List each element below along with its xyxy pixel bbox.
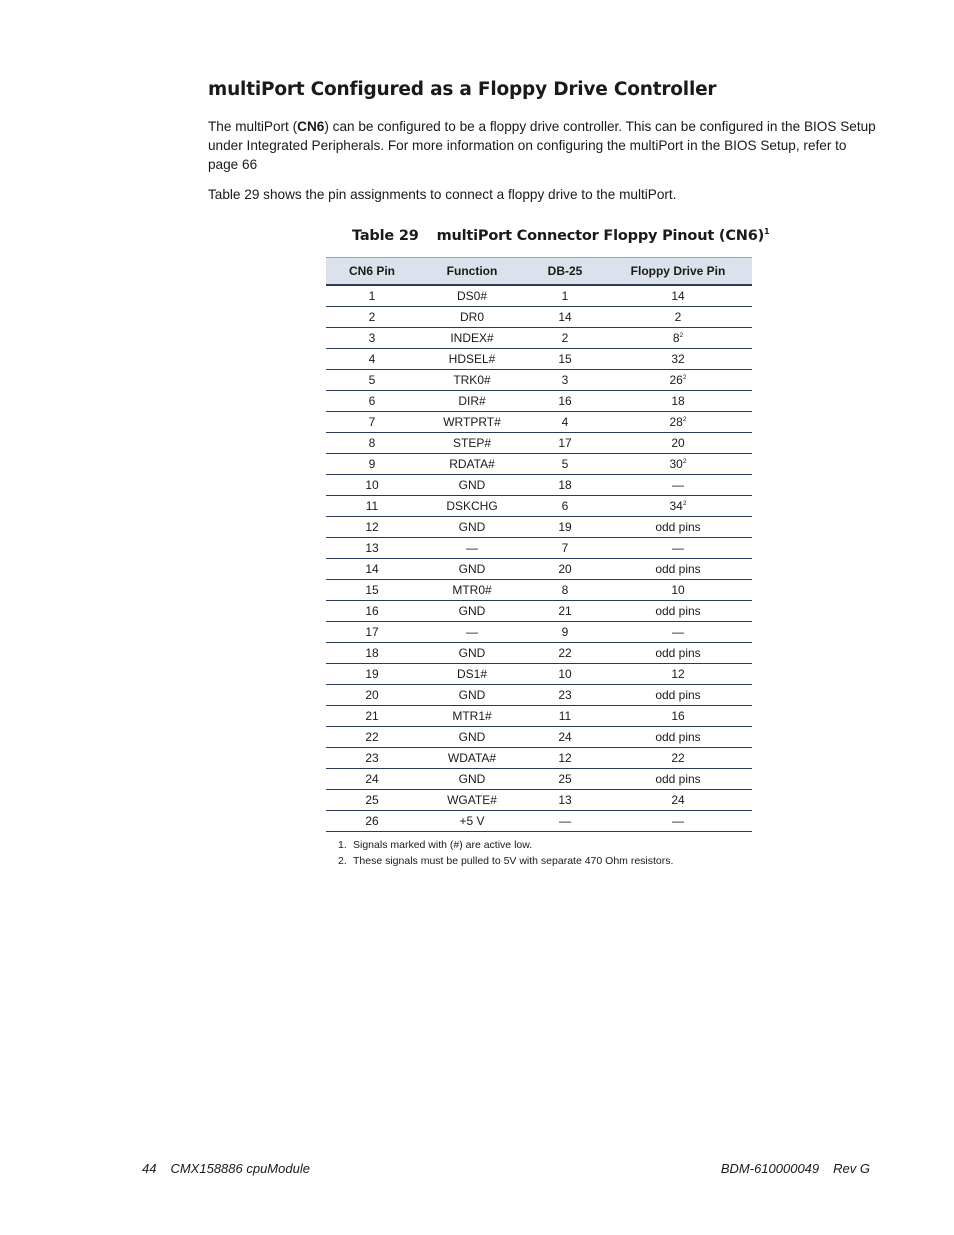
cell-function-value: INDEX# — [450, 331, 494, 345]
cell-floppy-drive-pin — [604, 685, 752, 706]
cell-floppy-drive-pin — [604, 748, 752, 769]
cell-function-value: DS0# — [456, 289, 488, 303]
cell-function-value: — — [466, 625, 478, 639]
cell-db25 — [526, 664, 604, 685]
cell-floppy-drive-pin-value: 24 — [671, 793, 685, 807]
cell-floppy-drive-pin — [604, 517, 752, 538]
cell-function — [418, 643, 526, 664]
cell-floppy-drive-pin-value: 30 — [669, 457, 683, 471]
cell-floppy-drive-pin — [604, 706, 752, 727]
cell-db25-value: 25 — [558, 772, 572, 786]
cell-function — [418, 748, 526, 769]
cell-cn6-pin-value: 23 — [365, 751, 379, 765]
cell-db25-value: 20 — [558, 562, 572, 576]
cell-function — [418, 664, 526, 685]
cell-function-value: GND — [458, 772, 486, 786]
cell-function-value: DIR# — [458, 394, 486, 408]
table-row — [326, 349, 752, 370]
cell-floppy-drive-pin — [604, 538, 752, 559]
cell-function — [418, 349, 526, 370]
cell-db25 — [526, 811, 604, 832]
cell-floppy-drive-pin — [604, 643, 752, 664]
table-row — [326, 811, 752, 832]
cell-cn6-pin — [326, 790, 418, 811]
cell-function — [418, 370, 526, 391]
cell-floppy-drive-pin — [604, 496, 752, 517]
table-row — [326, 622, 752, 643]
cell-cn6-pin — [326, 769, 418, 790]
table-row — [326, 307, 752, 328]
cell-function-value: GND — [458, 478, 486, 492]
cell-floppy-drive-pin-value: 10 — [671, 583, 685, 597]
footnotes — [338, 837, 673, 869]
table-row — [326, 790, 752, 811]
table-row — [326, 727, 752, 748]
table-caption — [352, 227, 769, 244]
cell-db25-value: 7 — [561, 541, 569, 555]
cell-floppy-drive-pin-value: — — [672, 625, 684, 639]
table-row — [326, 769, 752, 790]
cell-db25 — [526, 307, 604, 328]
footnote-mark: 2 — [682, 374, 687, 381]
cell-db25 — [526, 706, 604, 727]
cell-cn6-pin-value: 17 — [365, 625, 379, 639]
table-reference-paragraph: Table 29 shows the pin assignments to connect a floppy drive to the multiPort. — [208, 187, 677, 202]
table-row — [326, 517, 752, 538]
cell-function-value: +5 V — [459, 814, 485, 828]
cell-cn6-pin-value: 21 — [365, 709, 379, 723]
cell-db25 — [526, 601, 604, 622]
cell-function-value: GND — [458, 604, 486, 618]
cell-db25-value: 14 — [558, 310, 572, 324]
cell-floppy-drive-pin-value: odd pins — [655, 772, 701, 786]
cell-floppy-drive-pin — [604, 349, 752, 370]
cell-cn6-pin-value: 24 — [365, 772, 379, 786]
cell-function — [418, 790, 526, 811]
cell-floppy-drive-pin — [604, 769, 752, 790]
cell-db25 — [526, 328, 604, 349]
cell-cn6-pin-value: 22 — [365, 730, 379, 744]
footnote-text: These signals must be pulled to 5V with separate 470 Ohm resistors. — [353, 855, 674, 867]
revision: Rev G — [833, 1161, 870, 1176]
cell-db25 — [526, 790, 604, 811]
cell-function-value: HDSEL# — [448, 352, 496, 366]
cell-db25 — [526, 748, 604, 769]
cell-cn6-pin — [326, 433, 418, 454]
cell-db25-value: 13 — [558, 793, 572, 807]
cell-db25 — [526, 391, 604, 412]
cell-floppy-drive-pin-value: 20 — [671, 436, 685, 450]
cell-cn6-pin-value: 26 — [365, 814, 379, 828]
cell-function — [418, 412, 526, 433]
cell-cn6-pin-value: 13 — [365, 541, 379, 555]
cell-floppy-drive-pin-value: odd pins — [655, 730, 701, 744]
cell-function — [418, 285, 526, 307]
cell-db25 — [526, 517, 604, 538]
cell-cn6-pin-value: 6 — [368, 394, 376, 408]
cell-cn6-pin-value: 15 — [365, 583, 379, 597]
cell-function — [418, 685, 526, 706]
cell-cn6-pin — [326, 643, 418, 664]
cell-function — [418, 601, 526, 622]
cell-function — [418, 811, 526, 832]
cell-db25-value: 1 — [561, 289, 569, 303]
cell-cn6-pin — [326, 391, 418, 412]
cell-cn6-pin — [326, 307, 418, 328]
cell-db25-value: 16 — [558, 394, 572, 408]
cell-db25 — [526, 685, 604, 706]
cell-cn6-pin — [326, 727, 418, 748]
footer-right — [721, 1161, 870, 1176]
table-row — [326, 664, 752, 685]
cell-db25 — [526, 496, 604, 517]
cell-function — [418, 538, 526, 559]
intro-paragraph — [208, 117, 876, 174]
cell-function-value: GND — [458, 688, 486, 702]
cell-db25-value: 2 — [561, 331, 569, 345]
cell-floppy-drive-pin-value: 26 — [669, 373, 683, 387]
cell-cn6-pin — [326, 454, 418, 475]
cell-function-value: WDATA# — [447, 751, 497, 765]
cell-function — [418, 475, 526, 496]
cell-floppy-drive-pin — [604, 811, 752, 832]
cell-floppy-drive-pin — [604, 790, 752, 811]
cell-floppy-drive-pin — [604, 285, 752, 307]
cell-function-value: MTR1# — [452, 709, 492, 723]
connector-name: CN6 — [297, 119, 325, 134]
header-floppy-drive-pin: Floppy Drive Pin — [604, 258, 752, 286]
cell-cn6-pin-value: 3 — [368, 331, 376, 345]
table-row — [326, 285, 752, 307]
cell-cn6-pin-value: 12 — [365, 520, 379, 534]
cell-floppy-drive-pin — [604, 370, 752, 391]
cell-cn6-pin — [326, 601, 418, 622]
cell-db25-value: 3 — [561, 373, 569, 387]
intro-text-before: The multiPort ( — [208, 119, 298, 134]
cell-db25-value: 9 — [561, 625, 569, 639]
footnote-text: Signals marked with (#) are active low. — [353, 839, 533, 851]
table-row — [326, 685, 752, 706]
footnote-mark: 2 — [682, 500, 687, 507]
document-id: BDM-610000049 — [720, 1161, 820, 1176]
cell-cn6-pin-value: 9 — [368, 457, 376, 471]
cell-function — [418, 769, 526, 790]
footnote-mark: 2 — [679, 332, 684, 339]
table-row — [326, 412, 752, 433]
cell-floppy-drive-pin — [604, 475, 752, 496]
cell-floppy-drive-pin-value: 16 — [671, 709, 685, 723]
cell-floppy-drive-pin — [604, 454, 752, 475]
cell-cn6-pin — [326, 517, 418, 538]
cell-cn6-pin-value: 16 — [365, 604, 379, 618]
cell-db25 — [526, 727, 604, 748]
cell-db25 — [526, 643, 604, 664]
cell-cn6-pin-value: 14 — [365, 562, 379, 576]
cell-function — [418, 622, 526, 643]
cell-cn6-pin-value: 18 — [365, 646, 379, 660]
cell-db25 — [526, 769, 604, 790]
cell-cn6-pin-value: 7 — [368, 415, 376, 429]
cell-db25 — [526, 538, 604, 559]
cell-cn6-pin — [326, 538, 418, 559]
cell-floppy-drive-pin-value: odd pins — [655, 688, 701, 702]
cell-db25 — [526, 559, 604, 580]
cell-floppy-drive-pin — [604, 412, 752, 433]
cell-function — [418, 433, 526, 454]
cell-floppy-drive-pin — [604, 622, 752, 643]
cell-db25 — [526, 433, 604, 454]
cell-function — [418, 496, 526, 517]
cell-function-value: WGATE# — [447, 793, 497, 807]
cell-db25 — [526, 349, 604, 370]
cell-db25-value: 24 — [558, 730, 572, 744]
cell-floppy-drive-pin-value: 22 — [671, 751, 685, 765]
table-row — [326, 328, 752, 349]
cell-cn6-pin — [326, 706, 418, 727]
cell-function-value: DR0 — [459, 310, 484, 324]
cell-floppy-drive-pin-value: 18 — [671, 394, 685, 408]
footnote-item — [338, 837, 673, 853]
cell-function-value: DS1# — [456, 667, 488, 681]
footnote-mark: 2 — [682, 458, 687, 465]
cell-floppy-drive-pin-value: — — [672, 478, 684, 492]
cell-function — [418, 307, 526, 328]
cell-floppy-drive-pin-value: — — [672, 541, 684, 555]
cell-db25 — [526, 580, 604, 601]
cell-db25 — [526, 475, 604, 496]
cell-cn6-pin-value: 4 — [368, 352, 376, 366]
cell-floppy-drive-pin — [604, 601, 752, 622]
table-title: multiPort Connector Floppy Pinout (CN6) — [436, 227, 765, 244]
cell-floppy-drive-pin-value: 2 — [674, 310, 682, 324]
cell-function-value: GND — [458, 730, 486, 744]
cell-function-value: DSKCHG — [446, 499, 498, 513]
header-db25: DB-25 — [526, 258, 604, 286]
cell-cn6-pin — [326, 349, 418, 370]
cell-db25-value: 17 — [558, 436, 572, 450]
cell-floppy-drive-pin-value: odd pins — [655, 646, 701, 660]
cell-floppy-drive-pin — [604, 580, 752, 601]
cell-floppy-drive-pin-value: 28 — [669, 415, 683, 429]
cell-function-value: GND — [458, 646, 486, 660]
cell-cn6-pin-value: 19 — [365, 667, 379, 681]
cell-floppy-drive-pin — [604, 391, 752, 412]
cell-function-value: TRK0# — [453, 373, 491, 387]
cell-cn6-pin-value: 8 — [368, 436, 376, 450]
cell-db25-value: 11 — [558, 709, 572, 723]
cell-db25-value: 18 — [558, 478, 572, 492]
section-heading: multiPort Configured as a Floppy Drive Controller — [208, 79, 717, 100]
table-row — [326, 475, 752, 496]
footnote-mark: 2 — [682, 416, 687, 423]
cell-cn6-pin-value: 2 — [368, 310, 376, 324]
cell-floppy-drive-pin-value: 12 — [671, 667, 685, 681]
table-row — [326, 370, 752, 391]
cell-cn6-pin — [326, 370, 418, 391]
cell-cn6-pin-value: 10 — [365, 478, 379, 492]
product-name: CMX158886 cpuModule — [170, 1161, 310, 1176]
cell-cn6-pin-value: 25 — [365, 793, 379, 807]
table-row — [326, 601, 752, 622]
cell-cn6-pin — [326, 685, 418, 706]
header-cn6-pin: CN6 Pin — [326, 258, 418, 286]
cell-function-value: STEP# — [452, 436, 491, 450]
cell-cn6-pin — [326, 622, 418, 643]
cell-cn6-pin — [326, 580, 418, 601]
cell-db25 — [526, 622, 604, 643]
intro-text-after: ) can be configured to be a floppy drive controller. This can be configured in the BIOS Setup under Integrated Peripherals. For more information on configuring the multiPort in the BIOS Setup, refer to page 66 — [208, 119, 876, 172]
cell-db25-value: 23 — [558, 688, 572, 702]
cell-function-value: — — [466, 541, 478, 555]
table-row — [326, 706, 752, 727]
cell-db25 — [526, 412, 604, 433]
footnote-number: 1. — [338, 839, 347, 851]
cell-cn6-pin — [326, 475, 418, 496]
cell-floppy-drive-pin — [604, 727, 752, 748]
table-row — [326, 643, 752, 664]
header-function: Function — [418, 258, 526, 286]
cell-db25-value: 22 — [558, 646, 572, 660]
table-body — [326, 285, 752, 832]
table-row — [326, 496, 752, 517]
cell-cn6-pin — [326, 811, 418, 832]
cell-floppy-drive-pin-value: 8 — [672, 331, 680, 345]
cell-floppy-drive-pin-value: 14 — [671, 289, 685, 303]
cell-floppy-drive-pin-value: odd pins — [655, 562, 701, 576]
cell-floppy-drive-pin-value: 32 — [671, 352, 685, 366]
cell-db25-value: 12 — [558, 751, 572, 765]
cell-function — [418, 391, 526, 412]
cell-cn6-pin — [326, 285, 418, 307]
table-header-row — [326, 258, 752, 286]
cell-function — [418, 706, 526, 727]
cell-floppy-drive-pin — [604, 664, 752, 685]
cell-db25 — [526, 454, 604, 475]
cell-function — [418, 580, 526, 601]
cell-cn6-pin — [326, 496, 418, 517]
cell-cn6-pin-value: 5 — [368, 373, 376, 387]
cell-cn6-pin-value: 1 — [368, 289, 376, 303]
cell-db25 — [526, 285, 604, 307]
cell-cn6-pin — [326, 664, 418, 685]
page-number: 44 — [142, 1161, 157, 1176]
footnote-number: 2. — [338, 855, 347, 867]
cell-db25-value: 19 — [558, 520, 572, 534]
cell-function-value: GND — [458, 520, 486, 534]
table-row — [326, 559, 752, 580]
cell-function — [418, 727, 526, 748]
cell-floppy-drive-pin — [604, 307, 752, 328]
cell-function — [418, 517, 526, 538]
cell-function-value: RDATA# — [449, 457, 495, 471]
cell-cn6-pin — [326, 328, 418, 349]
cell-db25-value: 15 — [558, 352, 572, 366]
cell-cn6-pin — [326, 748, 418, 769]
footer-left — [142, 1161, 310, 1176]
table-row — [326, 538, 752, 559]
table-row — [326, 748, 752, 769]
cell-function-value: GND — [458, 562, 486, 576]
cell-db25-value: — — [559, 814, 571, 828]
cell-db25-value: 8 — [561, 583, 569, 597]
cell-floppy-drive-pin-value: odd pins — [655, 604, 701, 618]
caption-footnote-mark: 1 — [764, 227, 770, 236]
cell-floppy-drive-pin-value: 34 — [669, 499, 683, 513]
cell-function — [418, 328, 526, 349]
table-row — [326, 433, 752, 454]
cell-db25-value: 21 — [558, 604, 572, 618]
cell-function — [418, 454, 526, 475]
cell-cn6-pin — [326, 559, 418, 580]
table-row — [326, 391, 752, 412]
cell-floppy-drive-pin-value: odd pins — [655, 520, 701, 534]
cell-db25-value: 5 — [561, 457, 569, 471]
table-row — [326, 454, 752, 475]
cell-db25-value: 10 — [558, 667, 572, 681]
table-row — [326, 580, 752, 601]
cell-floppy-drive-pin — [604, 328, 752, 349]
cell-cn6-pin-value: 11 — [365, 499, 379, 513]
cell-floppy-drive-pin — [604, 559, 752, 580]
floppy-pinout-table — [326, 257, 752, 832]
cell-db25-value: 4 — [561, 415, 569, 429]
footnote-item — [338, 853, 673, 869]
cell-floppy-drive-pin — [604, 433, 752, 454]
cell-cn6-pin-value: 20 — [365, 688, 379, 702]
cell-function-value: MTR0# — [452, 583, 492, 597]
cell-floppy-drive-pin-value: — — [672, 814, 684, 828]
table-number: Table 29 — [352, 227, 419, 244]
cell-function-value: WRTPRT# — [443, 415, 501, 429]
cell-db25 — [526, 370, 604, 391]
cell-function — [418, 559, 526, 580]
cell-db25-value: 6 — [561, 499, 569, 513]
cell-cn6-pin — [326, 412, 418, 433]
